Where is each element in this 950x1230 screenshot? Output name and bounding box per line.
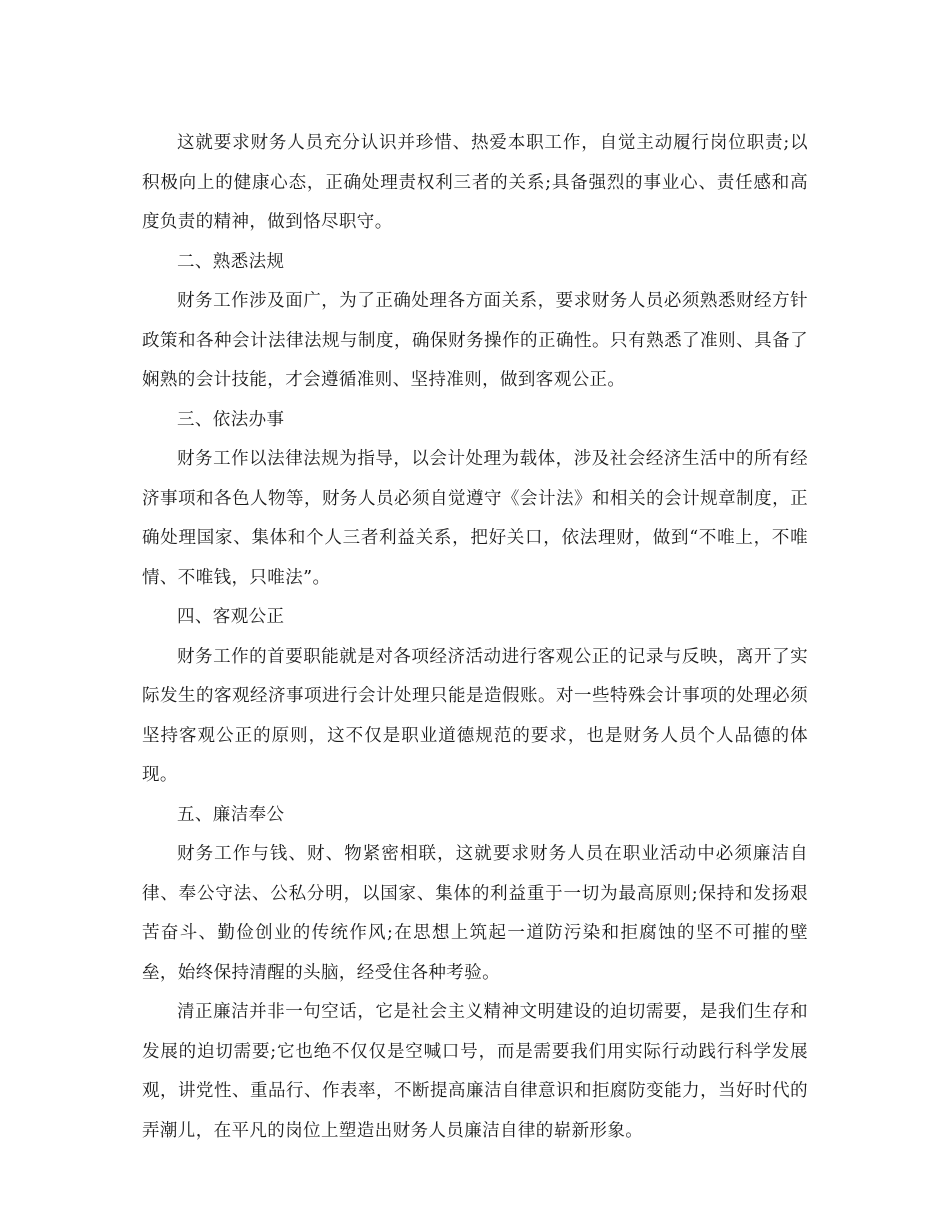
paragraph-integrity: 财务工作与钱、财、物紧密相联，这就要求财务人员在职业活动中必须廉洁自律、奉公守法、公私分明，以国家、集体的利益重于一切为最高原则;保持和发扬艰苦奋斗、勤俭创业的传统作风;在思想上筑起一道防污染和拒腐蚀的坚不可摧的壁垒，始终保持清醒的头脑，经受住各种考验。 <box>142 844 808 983</box>
paragraph-clean-government: 清正廉洁并非一句空话，它是社会主义精神文明建设的迫切需要，是我们生存和发展的迫切需要;它也绝不仅仅是空喊口号，而是需要我们用实际行动践行科学发展观，讲党性、重品行、作表率，不断提高廉洁自律意识和拒腐防变能力，当好时代的弄潮儿，在平凡的岗位上塑造出财务人员廉洁自律的崭新形象。 <box>142 1002 808 1141</box>
paragraph-law: 财务工作以法律法规为指导，以会计处理为载体，涉及社会经济生活中的所有经济事项和各色人物等，财务人员必须自觉遵守《会计法》和相关的会计规章制度，正确处理国家、集体和个人三者利益关系，把好关口，依法理财，做到“不唯上，不唯情、不唯钱，只唯法”。 <box>142 449 808 588</box>
paragraph-regulations: 财务工作涉及面广，为了正确处理各方面关系，要求财务人员必须熟悉财经方针政策和各种会计法律法规与制度，确保财务操作的正确性。只有熟悉了准则、具备了娴熟的会计技能，才会遵循准则、坚持准则，做到客观公正。 <box>142 291 808 390</box>
document-body <box>142 124 808 1151</box>
paragraph-duty: 这就要求财务人员充分认识并珍惜、热爱本职工作，自觉主动履行岗位职责;以积极向上的健康心态，正确处理责权利三者的关系;具备强烈的事业心、责任感和高度负责的精神，做到恪尽职守。 <box>142 133 808 232</box>
heading-integrity: 五、廉洁奉公 <box>177 804 285 825</box>
paragraph-objective: 财务工作的首要职能就是对各项经济活动进行客观公正的记录与反映，离开了实际发生的客观经济事项进行会计处理只能是造假账。对一些特殊会计事项的处理必须坚持客观公正的原则，这不仅是职业道德规范的要求，也是财务人员个人品德的体现。 <box>142 646 808 785</box>
heading-objective-fair: 四、客观公正 <box>177 607 285 627</box>
heading-act-by-law: 三、依法办事 <box>177 409 285 430</box>
heading-familiar-regulations: 二、熟悉法规 <box>177 251 285 272</box>
